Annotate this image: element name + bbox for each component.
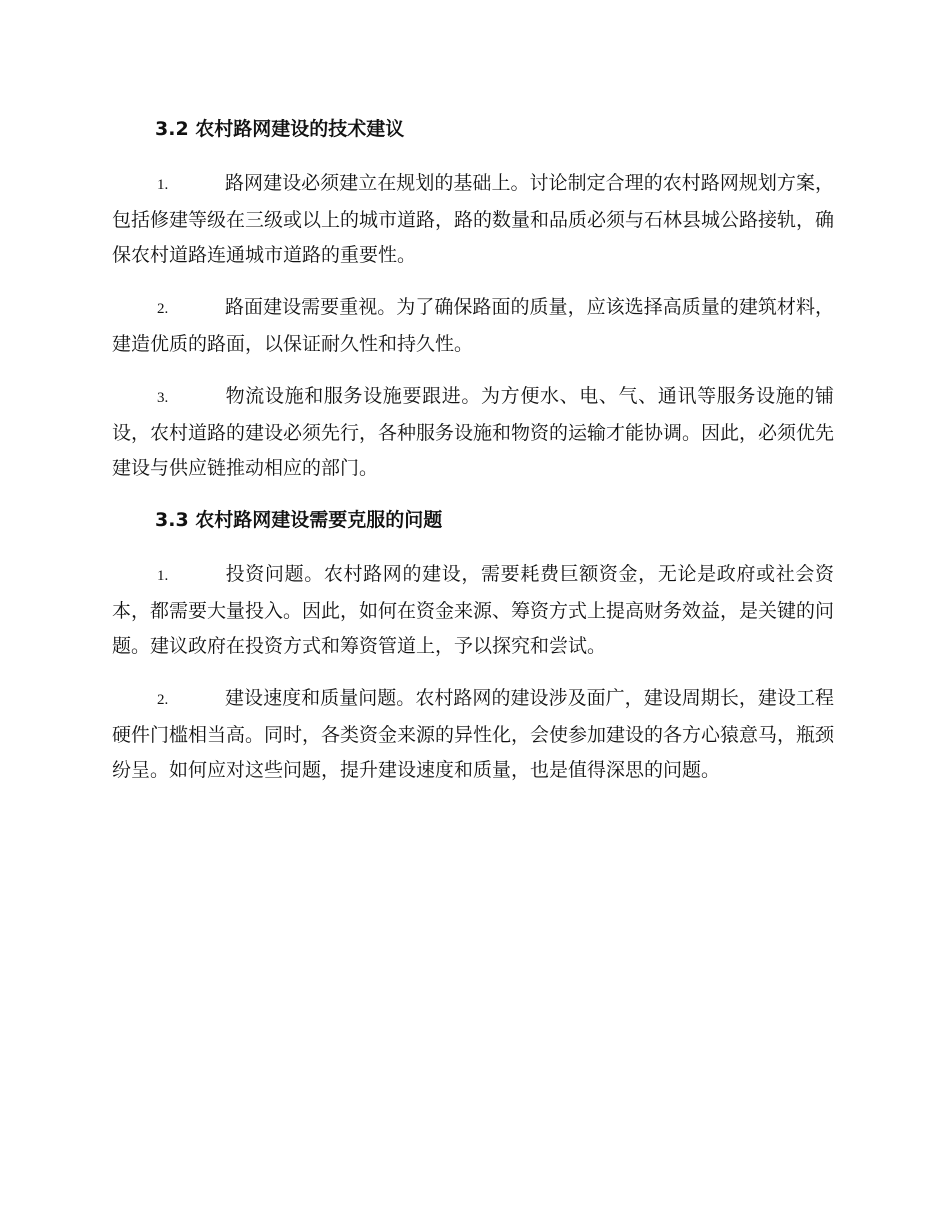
paragraph-text: 投资问题。农村路网的建设，需要耗费巨额资金，无论是政府或社会资本，都需要大量投入。因此，如何在资金来源、筹资方式上提高财务效益，是关键的问题。建议政府在投资方式和筹资管道上，予以探究和尝试。 (112, 563, 835, 657)
list-number: 2. (157, 301, 169, 317)
paragraph-text: 建设速度和质量问题。农村路网的建设涉及面广，建设周期长，建设工程硬件门槛相当高。同时，各类资金来源的异性化，会使参加建设的各方心猿意马，瓶颈纷呈。如何应对这些问题，提升建设速度和质量，也是值得深思的问题。 (112, 687, 835, 781)
section-3-2-item-3 (112, 379, 834, 486)
list-number: 1. (157, 177, 169, 193)
section-3-3-heading: 3.3 农村路网建设需要克服的问题 (155, 509, 443, 531)
list-number: 3. (157, 390, 169, 406)
section-3-3-item-1 (112, 557, 834, 664)
section-3-2-item-2 (112, 290, 834, 362)
paragraph-text: 路网建设必须建立在规划的基础上。讨论制定合理的农村路网规划方案，包括修建等级在三级或以上的城市道路，路的数量和品质必须与石林县城公路接轨，确保农村道路连通城市道路的重要性。 (112, 172, 835, 266)
section-3-3-item-2 (112, 681, 834, 788)
paragraph-text: 物流设施和服务设施要跟进。为方便水、电、气、通讯等服务设施的铺设，农村道路的建设必须先行，各种服务设施和物资的运输才能协调。因此，必须优先建设与供应链推动相应的部门。 (112, 385, 835, 479)
section-3-2-heading: 3.2 农村路网建设的技术建议 (155, 118, 405, 140)
list-number: 1. (157, 568, 169, 584)
paragraph-text: 路面建设需要重视。为了确保路面的质量，应该选择高质量的建筑材料，建造优质的路面，以保证耐久性和持久性。 (112, 296, 834, 355)
section-3-2-item-1 (112, 166, 834, 273)
list-number: 2. (157, 692, 169, 708)
document-body (112, 112, 834, 805)
